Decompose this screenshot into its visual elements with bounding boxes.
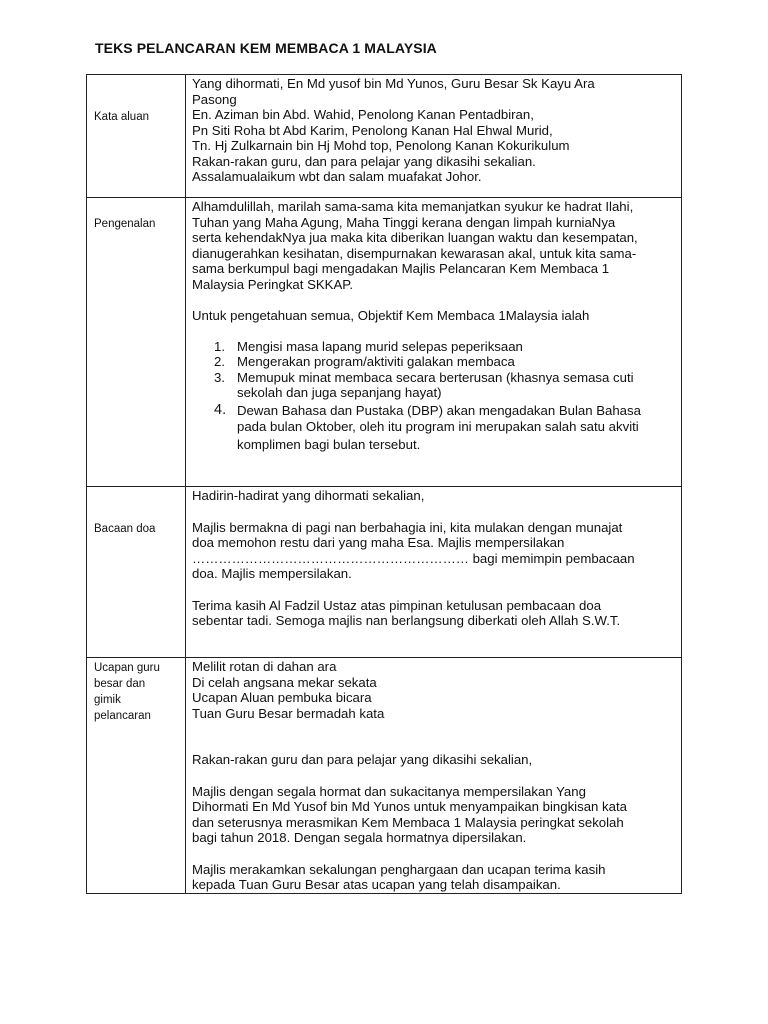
text-line: sekolah dan juga sepanjang hayat) (237, 385, 442, 400)
objective-intro: Untuk pengetahuan semua, Objektif Kem Membaca 1Malaysia ialah (192, 308, 590, 323)
text-line: Tn. Hj Zulkarnain bin Hj Mohd top, Penolong Kanan Kokurikulum (192, 138, 570, 153)
list-item (192, 370, 675, 401)
list-number: 4. (214, 401, 227, 418)
row-label-line: besar dan (94, 678, 146, 690)
text-line: Rakan-rakan guru, dan para pelajar yang dikasihi sekalian. (192, 153, 536, 169)
text-line: En. Aziman bin Abd. Wahid, Penolong Kanan Pentadbiran, (192, 107, 534, 122)
row-label-kata-aluan: Kata aluan (94, 111, 149, 123)
text-line: Rakan-rakan guru dan para pelajar yang dikasihi sekalian, (192, 752, 533, 767)
row-label-line: pelancaran (94, 710, 151, 722)
row-label-line: gimik (94, 694, 121, 706)
pantun-line: Ucapan Aluan pembuka bicara (192, 690, 372, 705)
text-line: Yang dihormati, En Md yusof bin Md Yunos, Guru Besar Sk Kayu Ara (192, 76, 595, 91)
text-line: doa memohon restu dari yang maha Esa. Majlis mempersilakan (192, 535, 565, 550)
row-label-cell (87, 75, 186, 198)
text-line: bagi tahun 2018. Dengan segala hormatnya dipersilakan. (192, 830, 527, 845)
text-line: dan seterusnya merasmikan Kem Membaca 1 Malaysia peringkat sekolah (192, 814, 624, 830)
text-line: ……………………………………………………… bagi memimpin pembacaan (192, 550, 635, 566)
row-content-cell (186, 487, 682, 658)
text-line: pada bulan Oktober, oleh itu program ini merupakan salah satu akviti (237, 418, 639, 434)
list-number: 1. (214, 338, 225, 354)
text-line: serta kehendakNya jua maka kita diberikan luangan waktu dan kesempatan, (192, 230, 638, 245)
objectives-list (192, 339, 675, 455)
text-line: Memupuk minat membaca secara berterusan (khasnya semasa cuti (237, 369, 634, 385)
text-line: Hadirin-hadirat yang dihormati sekalian, (192, 488, 425, 503)
text-line: Mengerakan program/aktiviti galakan membaca (237, 354, 515, 369)
text-line: Malaysia Peringkat SKKAP. (192, 276, 354, 292)
text-line: Mengisi masa lapang murid selepas peperiksaan (237, 338, 523, 354)
table-row (87, 658, 682, 894)
list-item (192, 354, 675, 370)
row-content-cell (186, 658, 682, 894)
list-number: 3. (214, 369, 225, 385)
text-line: Assalamualaikum wbt dan salam muafakat Johor. (192, 169, 482, 184)
row-content-cell (186, 75, 682, 198)
text-line: Pn Siti Roha bt Abd Karim, Penolong Kanan Hal Ehwal Murid, (192, 122, 553, 138)
list-item (192, 403, 675, 455)
row-label-cell (87, 658, 186, 894)
pantun-line: Di celah angsana mekar sekata (192, 674, 377, 690)
table-row (87, 487, 682, 658)
text-line: sebentar tadi. Semoga majlis nan berlangsung diberkati oleh Allah S.W.T. (192, 613, 621, 628)
text-line: Majlis bermakna di pagi nan berbahagia ini, kita mulakan dengan munajat (192, 519, 623, 535)
pantun-line: Tuan Guru Besar bermadah kata (192, 705, 385, 721)
text-line: Majlis dengan segala hormat dan sukacitanya mempersilakan Yang (192, 783, 586, 799)
table-row (87, 198, 682, 487)
row-label-pengenalan: Pengenalan (94, 218, 156, 230)
row-label-cell (87, 487, 186, 658)
text-line: Pasong (192, 91, 237, 107)
list-number: 2. (214, 354, 225, 369)
text-line: sama berkumpul bagi mengadakan Majlis Pelancaran Kem Membaca 1 (192, 261, 610, 276)
text-line: dianugerahkan kesihatan, disempurnakan kewarasan akal, untuk kita sama- (192, 245, 637, 261)
pantun-line: Melilit rotan di dahan ara (192, 659, 337, 674)
text-line: Majlis merakamkan sekalungan penghargaan dan ucapan terima kasih (192, 861, 606, 877)
row-content-cell (186, 198, 682, 487)
text-line: doa. Majlis mempersilakan. (192, 566, 352, 581)
table-row (87, 75, 682, 198)
list-item (192, 339, 675, 355)
text-line: Alhamdulillah, marilah sama-sama kita memanjatkan syukur ke hadrat Ilahi, (192, 199, 634, 214)
text-line: kepada Tuan Guru Besar atas ucapan yang telah disampaikan. (192, 877, 561, 892)
row-label-bacaan-doa: Bacaan doa (94, 523, 156, 535)
text-line: Dihormati En Md Yusof bin Md Yunos untuk menyampaikan bingkisan kata (192, 799, 627, 814)
text-line: komplimen bagi bulan tersebut. (237, 436, 421, 452)
row-label-line: Ucapan guru (94, 662, 160, 674)
document-title: TEKS PELANCARAN KEM MEMBACA 1 MALAYSIA (95, 40, 437, 56)
row-label-cell (87, 198, 186, 487)
text-line: Dewan Bahasa dan Pustaka (DBP) akan mengadakan Bulan Bahasa (237, 402, 641, 418)
speech-script-table (86, 74, 682, 894)
text-line: Tuhan yang Maha Agung, Maha Tinggi kerana dengan limpah kurniaNya (192, 214, 616, 230)
row-label-ucapan (87, 658, 185, 724)
text-line: Terima kasih Al Fadzil Ustaz atas pimpinan ketulusan pembacaan doa (192, 597, 602, 613)
